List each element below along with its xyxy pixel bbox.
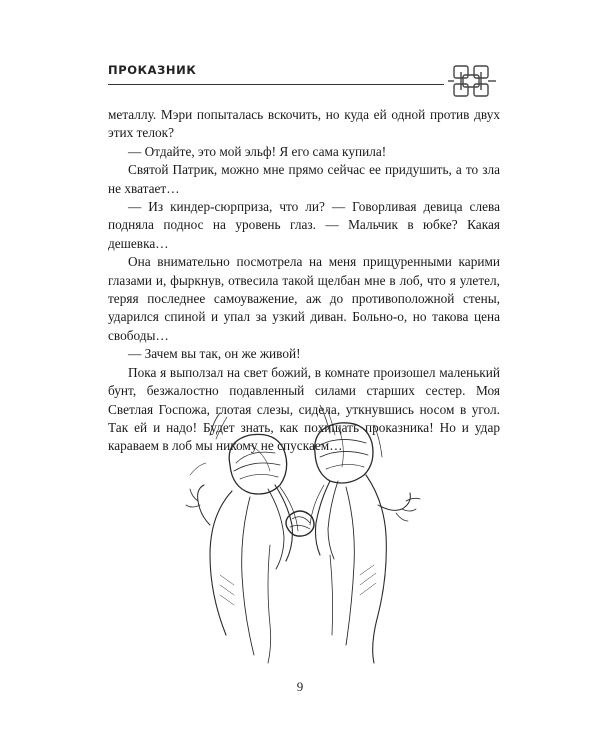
paragraph: Пока я выползал на свет божий, в комнате произошел маленький бунт, безжалостно подавленный силами старших сестер. Моя Светлая Госпожа, глотая слезы, сидела, уткнувшись носом в угол. Так ей и надо! Будет знать, как похищать проказника! Но и удар караваем в лоб мы никому не спускаем…: [108, 364, 500, 454]
paragraph: металлу. Мэри попыталась вскочить, но куда ей одной против двух этих телок?: [108, 107, 500, 141]
page-header: [108, 60, 500, 100]
paragraph: Она внимательно посмотрела на меня прищуренными карими глазами и, фыркнув, отвесила такой щелбан мне в лоб, что я улетел, теряя последнее самоуважение, аж до противоположной стены, ударился спиной и упал за узкий диван. Больно-о, но такова цена свободы…: [108, 254, 500, 343]
celtic-knot-icon: [447, 64, 497, 100]
sketch-two-girls-illustration: [170, 405, 430, 665]
paragraph: — Из киндер-сюрприза, что ли? — Говорливая девица слева подняла поднос на уровень глаз. — Мальчик в юбке? Какая дешевка…: [108, 199, 500, 251]
paragraph: — Отдайте, это мой эльф! Я его сама купила!: [128, 143, 387, 159]
paragraph: — Зачем вы так, он же живой!: [128, 346, 301, 362]
page-number: 9: [296, 679, 304, 694]
header-rule: [108, 84, 444, 85]
paragraph: Святой Патрик, можно мне прямо сейчас ее придушить, а то зла не хватает…: [108, 162, 500, 196]
running-title: ПРОКАЗНИК: [108, 63, 197, 77]
body-text: [108, 106, 500, 456]
